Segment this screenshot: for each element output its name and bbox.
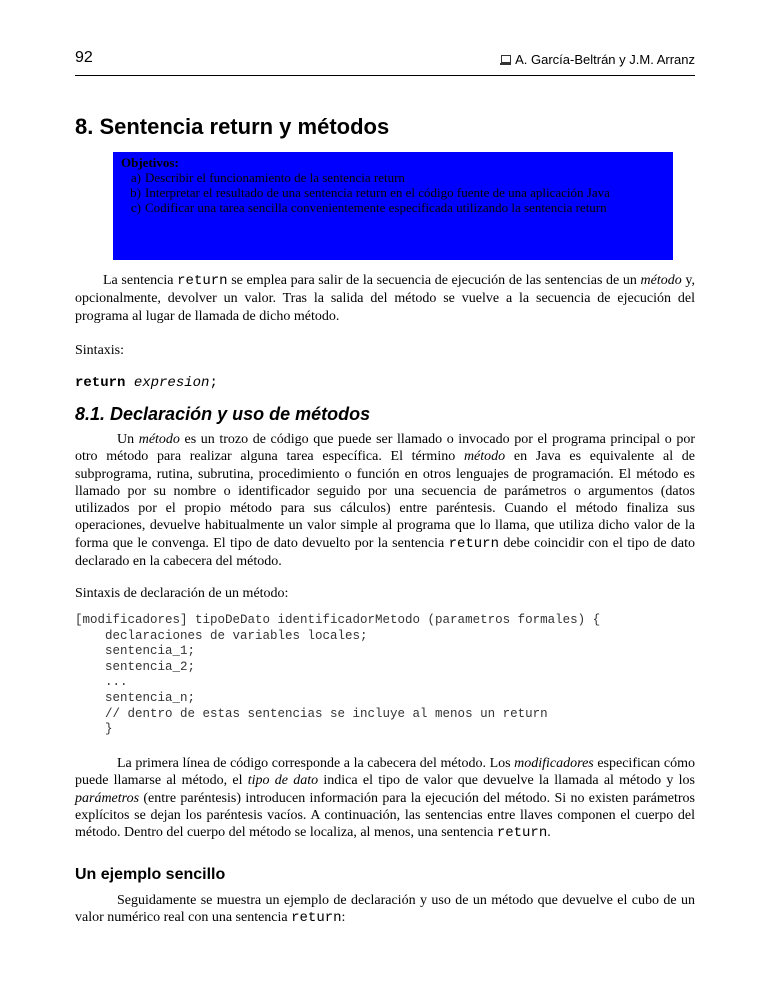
syntax-label: Sintaxis: — [75, 343, 125, 358]
declaration-explanation-paragraph: La primera línea de código corresponde a la cabecera del método. Los modificadores especifican cómo puede llamarse al método, el tipo de dato indica el tipo de valor que devuelve la llamada al método y los parámetros (entre paréntesis) introducen información para la ejecución del método. Si no existen parámetros explícitos se dejan los paréntesis vacíos. A continuación, las sentencias entre llaves componen el cuerpo del método. Dentro del cuerpo del método se localiza, al menos, una sentencia return. — [75, 756, 695, 842]
code-line: sentencia_1; — [75, 644, 196, 659]
computer-icon — [500, 55, 511, 65]
objectives-title: Objetivos: — [121, 155, 179, 170]
example-title: Un ejemplo sencillo — [75, 866, 226, 883]
code-line: } — [75, 722, 113, 737]
code-line: // dentro de estas sentencias se incluye al menos un return — [75, 706, 548, 721]
objective-item: c) Codificar una tarea sencilla convenientemente especificada utilizando la sentencia return — [130, 200, 607, 215]
page-number: 92 — [75, 49, 93, 66]
section-title: 8.1. Declaración y uso de métodos — [75, 404, 371, 424]
objective-item: b) Interpretar el resultado de una sentencia return en el código fuente de una aplicación Java — [130, 185, 610, 200]
objective-item: a) Describir el funcionamiento de la sentencia return — [130, 170, 405, 185]
chapter-title: 8. Sentencia return y métodos — [75, 114, 390, 139]
code-line: sentencia_n; — [75, 690, 196, 705]
method-declaration-code — [75, 613, 600, 738]
code-line: sentencia_2; — [75, 659, 196, 674]
header-authors: A. García-Beltrán y J.M. Arranz — [515, 52, 695, 67]
objectives-box — [113, 152, 673, 260]
running-header — [500, 52, 695, 67]
code-line: declaraciones de variables locales; — [75, 628, 368, 643]
declaration-syntax-label: Sintaxis de declaración de un método: — [75, 586, 289, 601]
header-divider — [75, 75, 695, 76]
code-line: ... — [75, 675, 128, 690]
intro-paragraph: La sentencia return se emplea para salir de la secuencia de ejecución de las sentencias de un método y, opcionalmente, devolver un valor. Tras la salida del método se vuelve a la secuencia de ejecución del programa al lugar de llamada de dicho método. — [75, 273, 695, 324]
example-intro-paragraph: Seguidamente se muestra un ejemplo de declaración y uso de un método que devuelve el cubo de un valor numérico real con una sentencia return: — [75, 893, 695, 927]
method-definition-paragraph: Un método es un trozo de código que puede ser llamado o invocado por el programa principal o por otro método para realizar alguna tarea específica. El término método en Java es equivalente al de subprograma, rutina, subrutina, procedimiento o función en otros lenguajes de programación. El método es llamado por su nombre o identificador seguido por una secuencia de parámetros o argumentos (datos utilizados por el propio método para sus cálculos) entre paréntesis. Cuando el método finaliza sus operaciones, devuelve habitualmente un valor simple al programa que lo llama, que utiliza dicho valor de la forma que le convenga. El tipo de dato devuelto por la sentencia return debe coincidir con el tipo de dato declarado en la cabecera del método. — [75, 432, 696, 570]
return-syntax: return expresion; — [75, 375, 218, 391]
code-line: [modificadores] tipoDeDato identificadorMetodo (parametros formales) { — [75, 613, 601, 627]
